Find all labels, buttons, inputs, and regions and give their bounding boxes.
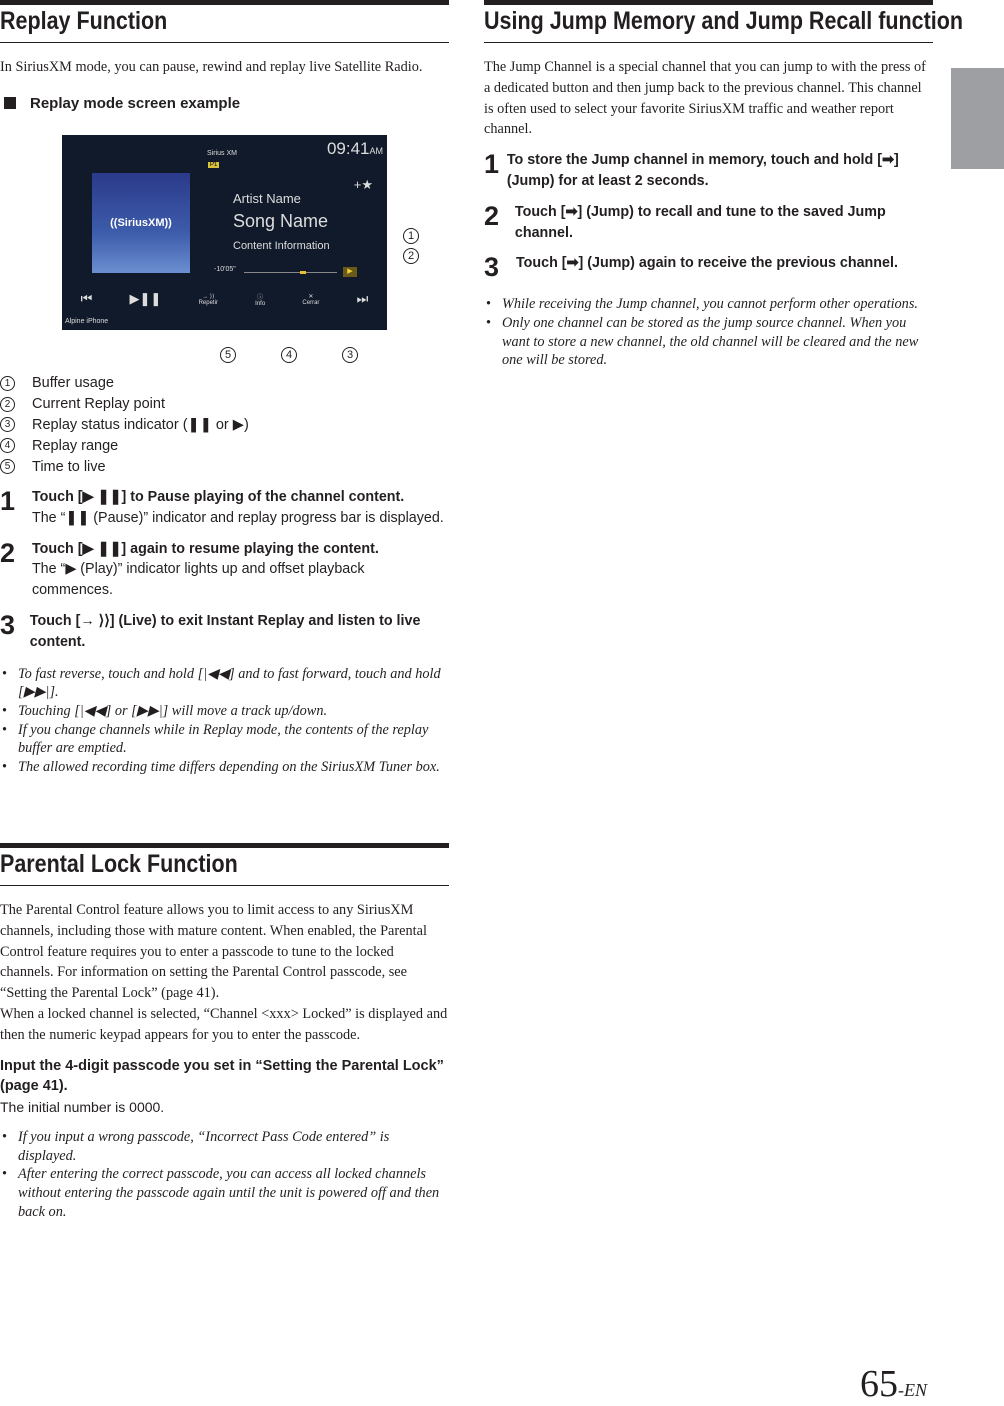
note: • To fast reverse, touch and hold [|◀◀] and to fast forward, touch and hold [▶▶|]. (0, 665, 449, 702)
preset-badge: P1 (210, 162, 218, 168)
replay-notes (0, 665, 449, 777)
time-to-live: -10'05" (214, 266, 236, 273)
replay-screen-image (62, 135, 387, 330)
add-favorite-icon: +★ (353, 177, 373, 192)
song-name: Song Name (233, 211, 329, 231)
parental-body: The Parental Control feature allows you to limit access to any SiriusXM channels, including those with mature content. When enabled, the Parental Control feature requires you to enter a passcode to tune to the locked channels. For information on setting the Parental Control passcode, see “Setting the Parental Lock” (page 41). (0, 902, 427, 1002)
callout-5: 5 (220, 347, 236, 363)
step: 1 To store the Jump channel in memory, touch and hold [➡] (Jump) for at least 2 seconds. (484, 149, 899, 189)
jump-steps (484, 150, 933, 281)
jump-notes (484, 295, 933, 370)
control-bar (62, 283, 387, 315)
source-label: Sirius XM (207, 150, 237, 157)
parental-notes (0, 1128, 449, 1222)
next-icon[interactable]: ⏭ (356, 291, 369, 306)
callout-2: 2 (403, 248, 419, 264)
content-info: Content Information (233, 240, 330, 252)
initial-number: The initial number is 0000. (0, 1099, 165, 1116)
section-heading: Parental Lock Function (0, 843, 449, 886)
intro-text: In SiriusXM mode, you can pause, rewind and replay live Satellite Radio. (0, 59, 423, 75)
subheading: Replay mode screen example (0, 95, 449, 112)
note: • After entering the correct passcode, you can access all locked channels without entering the passcode again until the unit is powered off and then back on. (0, 1165, 449, 1221)
callout-4: 4 (281, 347, 297, 363)
note: • If you input a wrong passcode, “Incorrect Pass Code entered” is displayed. (0, 1128, 449, 1165)
step: 2 Touch [➡] (Jump) to recall and tune to the saved Jump channel. (484, 200, 886, 241)
parental-body-2: When a locked channel is selected, “Channel <xxx> Locked” is displayed and then the numeric keypad appears for you to enter the passcode. (0, 1005, 448, 1043)
jump-section (484, 0, 964, 370)
step: 3 Touch [➡] (Jump) again to receive the previous channel. (484, 252, 898, 283)
chapter-tab (951, 68, 1004, 169)
page-number: 65-EN (860, 1363, 927, 1405)
note: • Touching [|◀◀] or [▶▶|] will move a track up/down. (0, 702, 449, 721)
note: • While receiving the Jump channel, you cannot perform other operations. (484, 295, 933, 314)
section-heading: Replay Function (0, 0, 449, 43)
step: 3 Touch [→ ⟩⟩] (Live) to exit Instant Replay and listen to live content. (0, 609, 421, 650)
step: 1 Touch [▶ ❚❚] to Pause playing of the channel content. The “❚❚ (Pause)” indicator and replay progress bar is displayed. (0, 485, 444, 526)
play-status-indicator: ▶ (343, 267, 357, 277)
intro-text: The Jump Channel is a special channel that you can jump to with the press of a dedicated button and then jump back to the previous channel. This channel is often used to select your favorite SiriusXM traffic and weather report channel. (484, 59, 926, 138)
replay-section (0, 0, 449, 112)
legend-item: 5 Time to live (0, 456, 449, 477)
section-heading: Using Jump Memory and Jump Recall function (484, 0, 933, 43)
live-button[interactable]: → ⟩⟩ Repetir (198, 293, 218, 306)
note: • Only one channel can be stored as the jump source channel. When you want to store a new channel, the old channel will be cleared and the new one will be stored. (484, 314, 933, 370)
artist-name: Artist Name (233, 191, 301, 206)
previous-icon[interactable]: ⏮ (80, 291, 93, 306)
legend-item: 2 Current Replay point (0, 394, 449, 415)
legend-item: 3 Replay status indicator (❚❚ or ▶) (0, 415, 449, 436)
replay-progress-bar (244, 272, 337, 273)
replay-point (300, 271, 306, 274)
callout-3: 3 (342, 347, 358, 363)
parental-section (0, 843, 449, 1221)
square-bullet-icon (4, 97, 16, 109)
note: • If you change channels while in Replay mode, the contents of the replay buffer are emptied. (0, 721, 449, 758)
siriusxm-logo: ((SiriusXM)) (92, 173, 190, 273)
step: 2 Touch [▶ ❚❚] again to resume playing the content. The “▶ (Play)” indicator lights up and offset playback commences. (0, 537, 379, 599)
replay-details (0, 373, 449, 777)
info-button[interactable]: ⓘ Info (255, 294, 266, 307)
clock: 09:41AM (326, 139, 383, 158)
instruction: Input the 4-digit passcode you set in “Setting the Parental Lock” (page 41). (0, 1057, 444, 1095)
play-pause-icon[interactable]: ▶❚❚ (129, 291, 162, 306)
replay-steps (0, 487, 449, 653)
legend-list (0, 373, 449, 477)
note: • The allowed recording time differs depending on the SiriusXM Tuner box. (0, 758, 449, 777)
legend-item: 4 Replay range (0, 435, 449, 456)
device-name: Alpine iPhone (65, 318, 109, 325)
close-button[interactable]: ✕ Cerrar (302, 293, 320, 306)
callout-1: 1 (403, 228, 419, 244)
legend-item: 1 Buffer usage (0, 373, 449, 394)
